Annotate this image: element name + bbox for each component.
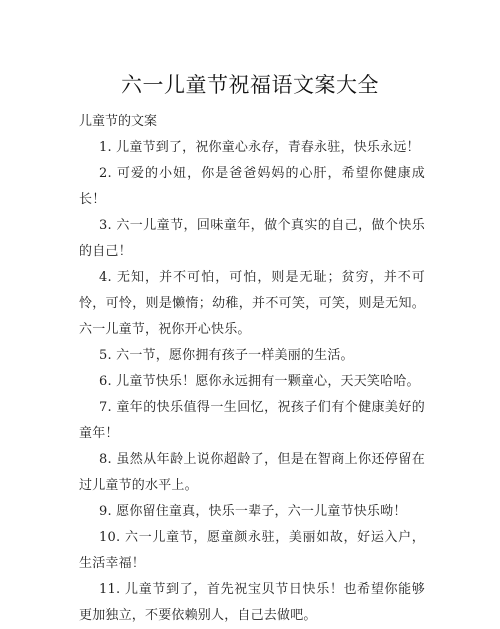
paragraph-1: 1. 儿童节到了，祝你童心永存，青春永驻，快乐永远！ (99, 140, 420, 155)
paragraph-5: 5. 六一节，愿你拥有孩子一样美丽的生活。 (99, 348, 354, 363)
paragraph-8: 8. 虽然从年龄上说你超龄了，但是在智商上你还停留在过儿童节的水平上。 (79, 452, 425, 493)
document-body (79, 135, 425, 629)
paragraph-6: 6. 儿童节快乐！愿你永远拥有一颗童心，天天笑哈哈。 (99, 374, 420, 389)
paragraph-7: 7. 童年的快乐值得一生回忆，祝孩子们有个健康美好的童年！ (79, 400, 425, 441)
paragraph-10: 10. 六一儿童节，愿童颜永驻，美丽如故，好运入户，生活幸福！ (79, 530, 425, 571)
document-title: 六一儿童节祝福语文案大全 (121, 73, 379, 97)
paragraph-4: 4. 无知，并不可怕，可怕，则是无耻；贫穷，并不可怜，可怜，则是懒惰；幼稚，并不可笑，可笑，则是无知。六一儿童节，祝你开心快乐。 (79, 270, 425, 337)
paragraph-3: 3. 六一儿童节，回味童年，做个真实的自己，做个快乐的自己！ (79, 218, 425, 259)
paragraph-9: 9. 愿你留住童真，快乐一辈子，六一儿童节快乐呦！ (99, 504, 407, 519)
section-heading: 儿童节的文案 (79, 114, 158, 129)
paragraph-2: 2. 可爱的小妞，你是爸爸妈妈的心肝，希望你健康成长！ (79, 166, 425, 207)
paragraph-11: 11. 儿童节到了，首先祝宝贝节日快乐！也希望你能够更加独立，不要依赖别人，自己去做吧。 (79, 582, 425, 623)
